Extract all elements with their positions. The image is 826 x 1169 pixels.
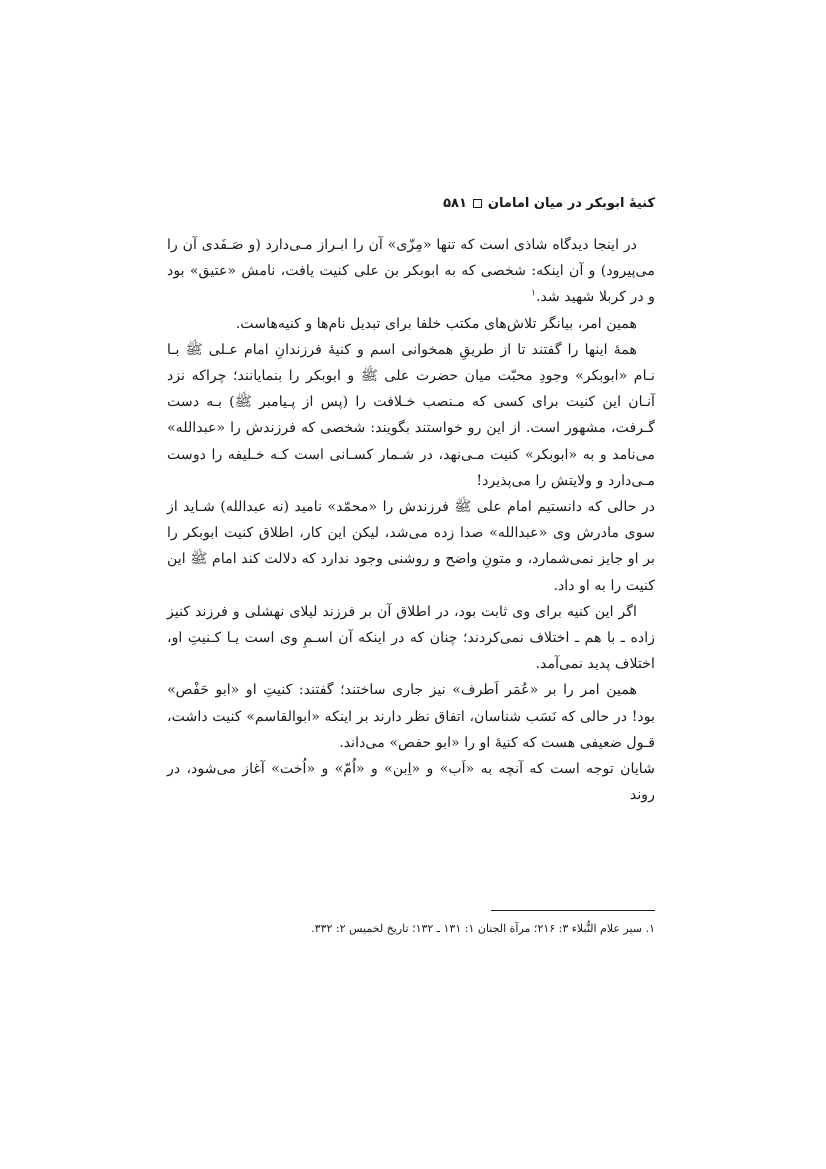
paragraph-2: همین امر، بیانگر تلاش‌های مکتب خلفا برای تبدیل نام‌ها و کنیه‌هاست. (235, 315, 637, 332)
body-text (167, 232, 655, 808)
running-header-title: کنیهٔ ابوبکر در میان امامان (487, 196, 655, 211)
paragraph-6: همین امر را بر «عُمَر اَطرف» نیز جاری ساختند؛ گفتند: کنیتِ او «ابو حَفْص» بود! در حالی که نَسَب شناسان، اتفاق نظر دارند بر اینکه «ابوالقاسم» کنیت داشت، قـول ضعیفی هست که کنیهٔ او را «ابو حفص» می‌داند. (167, 682, 655, 751)
paragraph-1 (167, 232, 655, 311)
footnote-reference: ۱ (531, 288, 536, 299)
page-number: ۵۸۱ (443, 196, 467, 211)
footnote: ۱. سیر علام النُّبلاء ۳: ۲۱۶؛ مرآة الجنان ۱: ۱۳۱ ـ ۱۳۲؛ تاریخ لخمیس ۲: ۳۳۲. (311, 922, 655, 935)
paragraph-4: در حالی که دانستیم امام علی ﷺ فرزندش را «محمّد» نامید (نه عبدالله) شـاید از سوی مادرش وی «عبدالله» صدا زده می‌شد، لیکن این کار، اطلاق کنیت ابوبکر را بر او جایز نمی‌شمارد، و متونِ واضح و روشنی وجود ندارد که دلالت کند امام ﷺ این کنیت را به او داد. (167, 499, 655, 594)
paragraph-1-text: در اینجا دیدگاه شاذی است که تنها «مِزّی» آن را ابـراز مـی‌دارد (و صَـفَدی آن را می‌پیرود) و آن اینکه: شخصی که به ابوبکر بن علی کنیت یافت، نامش «عتیق» بود و در کربلا شهید شد. (167, 237, 655, 306)
paragraph-5: اگر این کنیه برای وی ثابت بود، در اطلاق آن بر فرزند لیلای نهشلی و فرزند کنیز زاده ـ با هم ـ اختلاف نمی‌کردند؛ چنان که در اینکه آن اسـمِ وی است یـا کـنیتِ او، اختلاف پدید نمی‌آمد. (167, 603, 655, 673)
paragraph-7: شایان توجه است که آنچه به «اَب» و «اِبن» و «اُمّ» و «اُخت» آغاز می‌شود، در روند (167, 761, 655, 804)
square-bullet-icon (473, 199, 482, 208)
running-header (443, 196, 655, 211)
paragraph-3: همهٔ اینها را گفتند تا از طریقِ همخوانی اسم و کنیهٔ فرزندانِ امام عـلی ﷺ بـا نـام «ابوبکر» وجودِ محبّت میان حضرت علی ﷺ و ابوبکر را بنمایانند؛ چراکه نزد آنـان این کنیت برای کسی که مـنصب خـلافت را (پس از پـیامبر ﷺ) بـه دست گـرفت، مشهور است. از این رو خواستند بگویند: شخصی که فرزندش را «عبدالله» می‌نامد و به «ابوبکر» کنیت مـی‌نهد، در شـمار کسـانی است کـه خـلیفه را دوست مـی‌دارد و ولایتش را می‌پذیرد! (167, 341, 655, 489)
footnote-divider (491, 910, 655, 911)
